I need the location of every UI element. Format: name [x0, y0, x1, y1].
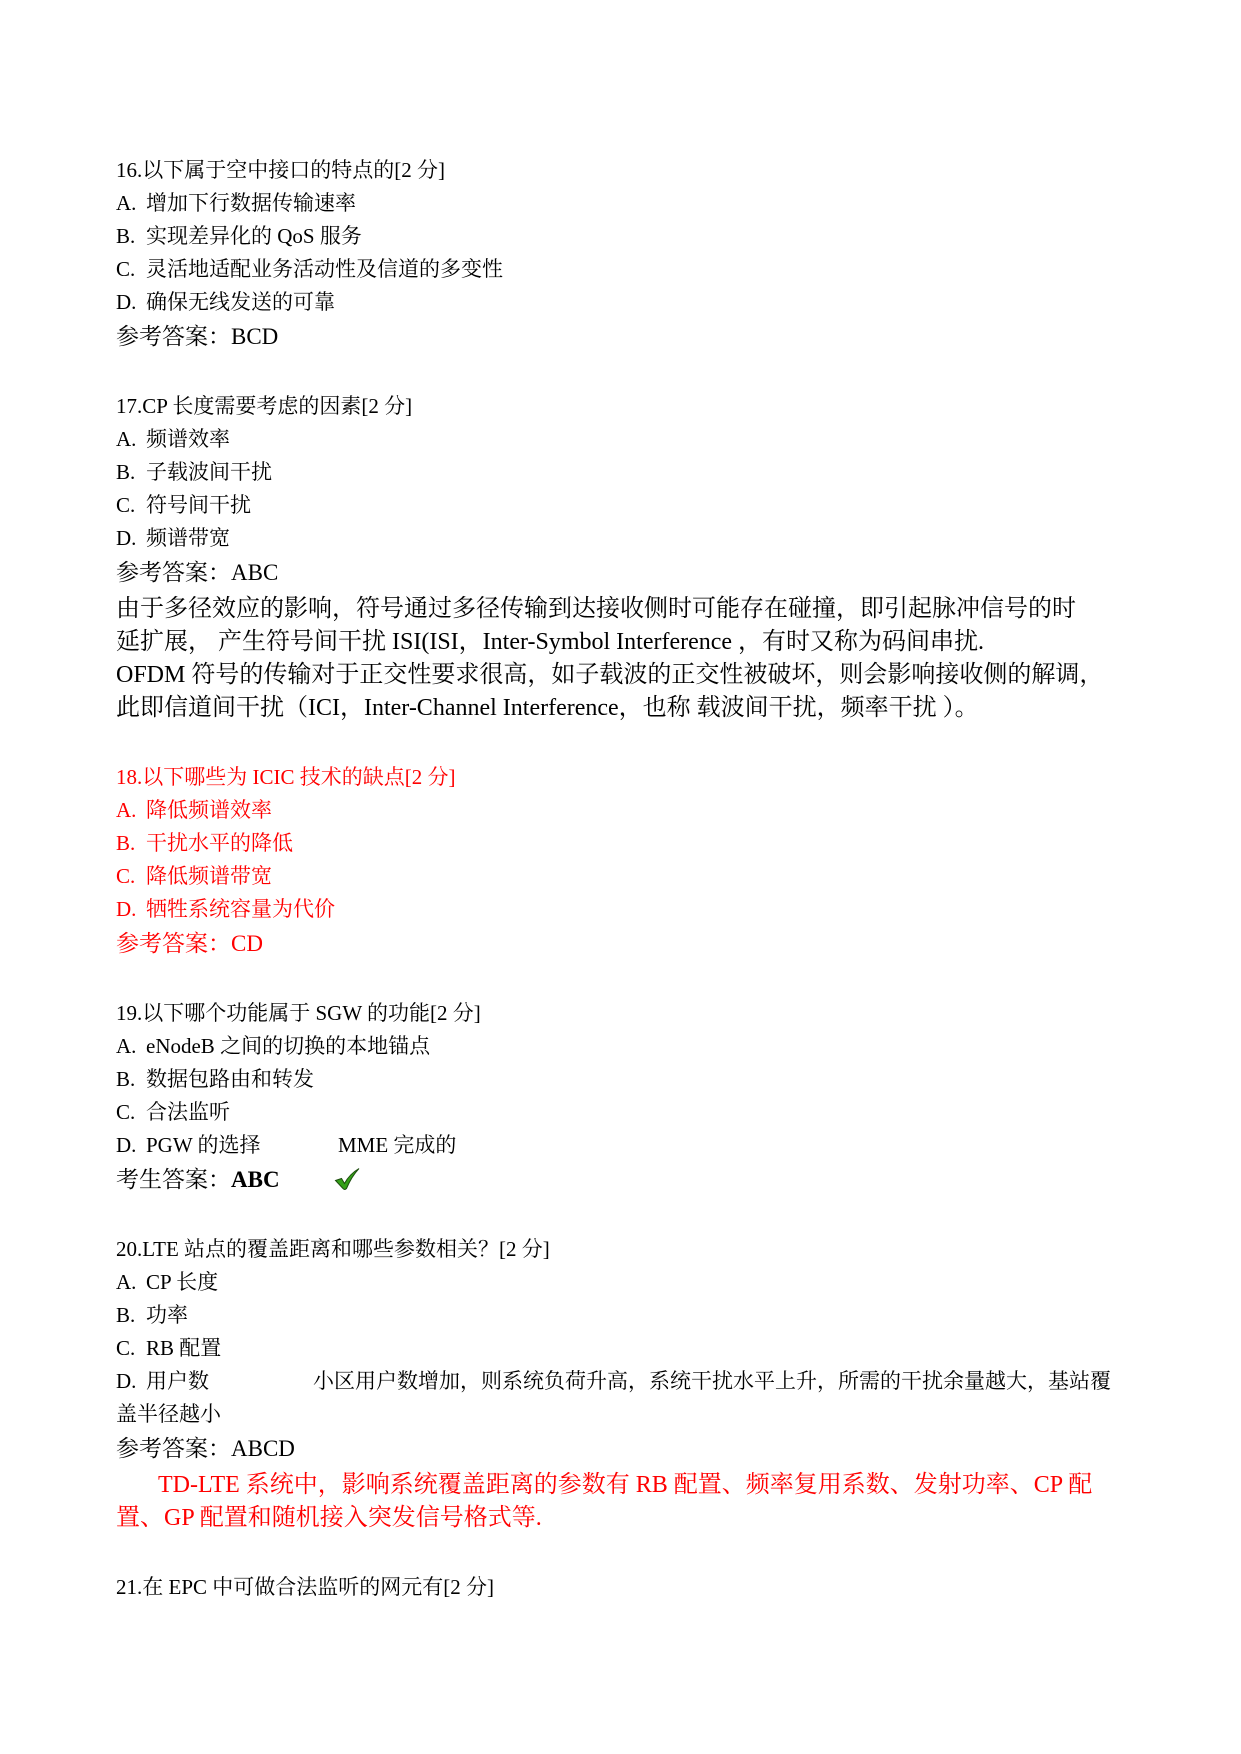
- option-label: D.: [116, 1133, 137, 1157]
- option-b: [116, 1299, 1126, 1332]
- examinee-answer: [116, 1162, 1126, 1197]
- option-text: 符号间干扰: [146, 493, 251, 517]
- option-label: D.: [116, 290, 137, 314]
- explanation-line: 置、GP 配置和随机接入突发信号格式等.: [116, 1505, 542, 1531]
- option-text: 频谱效率: [146, 427, 230, 451]
- option-label: A.: [116, 427, 137, 451]
- option-text: 合法监听: [146, 1100, 230, 1124]
- answer-value: BCD: [231, 324, 279, 349]
- option-text: 降低频谱带宽: [146, 864, 272, 888]
- option-b: [116, 220, 1126, 253]
- option-b: [116, 456, 1126, 489]
- option-c: [116, 1332, 1126, 1365]
- option-d: [116, 286, 1126, 319]
- option-text: 降低频谱效率: [146, 798, 272, 822]
- reference-answer: [116, 319, 1126, 354]
- question-20: [116, 1233, 1126, 1535]
- option-c: [116, 489, 1126, 522]
- option-text: CP 长度: [146, 1270, 219, 1294]
- option-label: C.: [116, 257, 136, 281]
- option-note: 小区用户数增加，则系统负荷升高，系统干扰水平上升，所需的干扰余量越大，基站覆盖半径越小: [116, 1369, 1111, 1426]
- option-text: 牺牲系统容量为代价: [146, 897, 335, 921]
- question-18: [116, 761, 1126, 961]
- option-label: B.: [116, 831, 136, 855]
- question-title: 16.以下属于空中接口的特点的[2 分]: [116, 158, 445, 182]
- question-title: 18.以下哪些为 ICIC 技术的缺点[2 分]: [116, 765, 456, 789]
- option-b: [116, 1063, 1126, 1096]
- option-text: 数据包路由和转发: [146, 1067, 314, 1091]
- option-label: D.: [116, 1369, 137, 1393]
- option-c: [116, 860, 1126, 893]
- option-label: B.: [116, 1303, 136, 1327]
- question-17: [116, 390, 1126, 725]
- option-text: 用户数: [146, 1369, 209, 1393]
- option-label: C.: [116, 493, 136, 517]
- option-a: [116, 423, 1126, 456]
- option-c: [116, 1096, 1126, 1129]
- answer-value: ABCD: [231, 1436, 295, 1461]
- explanation: [116, 1469, 1126, 1535]
- question-title: 19.以下哪个功能属于 SGW 的功能[2 分]: [116, 1001, 481, 1025]
- check-icon: [334, 1167, 360, 1191]
- answer-label: 参考答案：: [116, 560, 231, 585]
- explanation-line: 延扩展， 产生符号间干扰 ISI(ISI，Inter-Symbol Interference ，有时又称为码间串扰.: [116, 629, 985, 655]
- question-16: [116, 154, 1126, 354]
- question-title: 17.CP 长度需要考虑的因素[2 分]: [116, 394, 413, 418]
- option-d: [116, 1129, 1126, 1162]
- option-label: C.: [116, 864, 136, 888]
- option-label: B.: [116, 460, 136, 484]
- answer-label: 参考答案：: [116, 324, 231, 349]
- answer-label: 参考答案：: [116, 931, 231, 956]
- option-d: [116, 893, 1126, 926]
- option-label: D.: [116, 526, 137, 550]
- option-label: C.: [116, 1336, 136, 1360]
- option-text: RB 配置: [146, 1336, 222, 1360]
- answer-value: ABC: [231, 1167, 280, 1192]
- option-a: [116, 1266, 1126, 1299]
- option-text: eNodeB 之间的切换的本地锚点: [146, 1034, 431, 1058]
- explanation-line: TD-LTE 系统中，影响系统覆盖距离的参数有 RB 配置、频率复用系数、发射功率、CP 配: [158, 1472, 1093, 1498]
- reference-answer: [116, 1431, 1126, 1466]
- answer-value: ABC: [231, 560, 279, 585]
- option-label: C.: [116, 1100, 136, 1124]
- option-text: PGW 的选择: [146, 1133, 261, 1157]
- option-a: [116, 794, 1126, 827]
- option-a: [116, 1030, 1126, 1063]
- option-text: 增加下行数据传输速率: [146, 191, 356, 215]
- option-b: [116, 827, 1126, 860]
- option-text: 功率: [146, 1303, 188, 1327]
- option-d: [116, 522, 1126, 555]
- question-title: 20.LTE 站点的覆盖距离和哪些参数相关？[2 分]: [116, 1237, 550, 1261]
- option-text: 实现差异化的 QoS 服务: [146, 224, 362, 248]
- answer-label: 考生答案：: [116, 1167, 231, 1192]
- reference-answer: [116, 926, 1126, 961]
- option-label: A.: [116, 798, 137, 822]
- option-text: 灵活地适配业务活动性及信道的多变性: [146, 257, 503, 281]
- reference-answer: [116, 555, 1126, 590]
- option-a: [116, 187, 1126, 220]
- option-label: A.: [116, 1270, 137, 1294]
- option-label: A.: [116, 191, 137, 215]
- explanation-line: OFDM 符号的传输对于正交性要求很高，如子载波的正交性被破坏，则会影响接收侧的解调，: [116, 662, 1104, 688]
- explanation: [116, 593, 1126, 725]
- option-text: 子载波间干扰: [146, 460, 272, 484]
- option-d: [116, 1365, 1126, 1431]
- option-label: B.: [116, 1067, 136, 1091]
- question-19: [116, 997, 1126, 1197]
- question-title: 21.在 EPC 中可做合法监听的网元有[2 分]: [116, 1575, 494, 1599]
- option-label: D.: [116, 897, 137, 921]
- answer-value: CD: [231, 931, 263, 956]
- answer-label: 参考答案：: [116, 1436, 231, 1461]
- option-c: [116, 253, 1126, 286]
- option-label: B.: [116, 224, 136, 248]
- option-text: 频谱带宽: [146, 526, 230, 550]
- answer-box: [116, 1162, 334, 1197]
- option-text: 干扰水平的降低: [146, 831, 293, 855]
- explanation-line: 由于多径效应的影响，符号通过多径传输到达接收侧时可能存在碰撞，即引起脉冲信号的时: [116, 596, 1076, 622]
- explanation-line: 此即信道间干扰（ICI，Inter-Channel Interference，也称 载波间干扰，频率干扰 ）。: [116, 695, 979, 721]
- question-21: [116, 1571, 1126, 1604]
- option-label: A.: [116, 1034, 137, 1058]
- option-note: MME 完成的: [338, 1133, 457, 1157]
- option-text: 确保无线发送的可靠: [146, 290, 335, 314]
